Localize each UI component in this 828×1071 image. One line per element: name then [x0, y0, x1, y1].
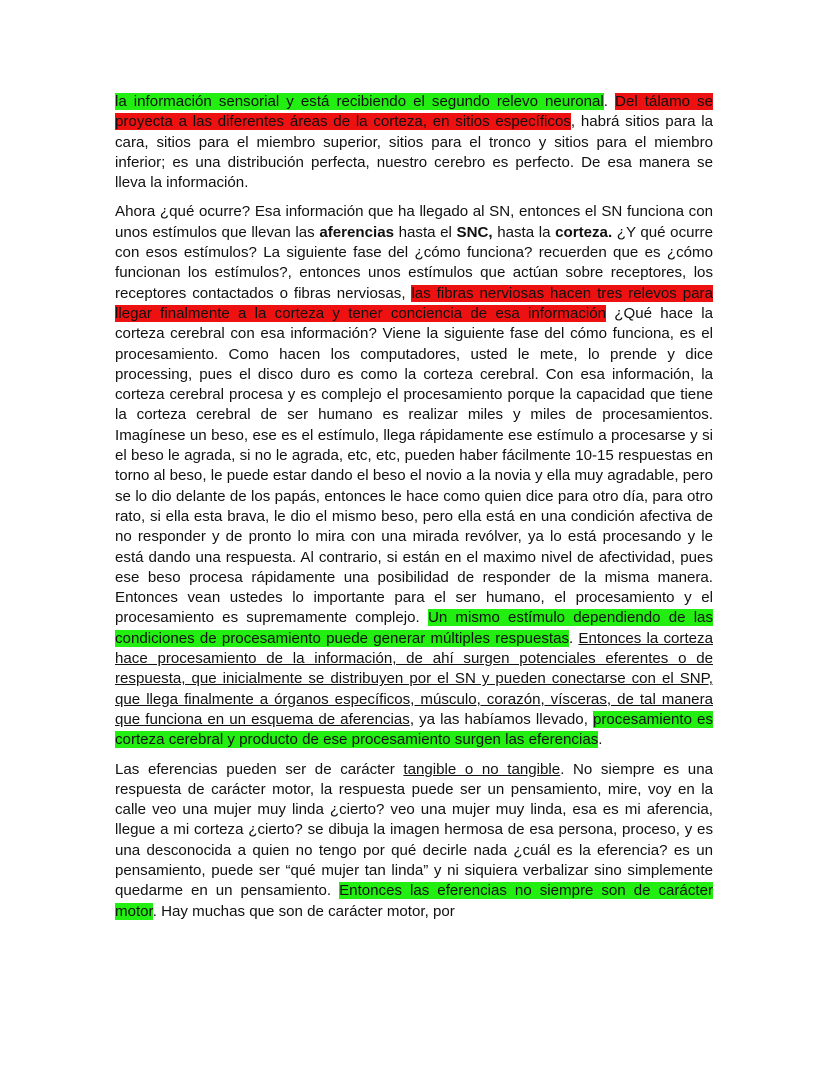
highlight-green: Un mismo estímulo dependiendo de las condiciones de procesamiento puede generar múltiples respuestas: [115, 609, 713, 647]
highlight-red: Del tálamo se proyecta a las diferentes áreas de la corteza, en sitios específicos: [115, 93, 714, 131]
text-run: Ahora ¿qué ocurre? Esa información que ha llegado al SN, entonces el SN funciona con unos estímulos que llevan las: [115, 203, 713, 241]
bold-term: corteza.: [555, 223, 613, 241]
text-run: .: [603, 93, 616, 110]
highlight-green: procesamiento es corteza cerebral y producto de ese procesamiento surgen las eferencias: [115, 710, 713, 749]
text-run: .: [569, 629, 579, 647]
text-run: , habrá sitios para la cara, sitios para el miembro superior, sitios para el tronco y sitios para el miembro inferior; es una distribución perfecta, nuestro cerebro es perfecto. De esa manera se lleva la información.: [115, 113, 713, 192]
text-run: Las eferencias pueden ser de carácter: [115, 760, 404, 778]
text-run: ¿Y qué ocurre con esos estímulos? La siguiente fase del ¿cómo funciona? recuerden que es ¿cómo funcionan los estímulos?, entonces unos estímulos que actúan sobre receptores, los receptores contactados o fibras nerviosas,: [115, 223, 713, 302]
highlight-red: las fibras nerviosas hacen tres relevos para llegar finalmente a la corteza y tener conciencia de esa información: [115, 284, 713, 322]
bold-term: aferencias: [319, 223, 394, 241]
bold-term: SNC,: [456, 223, 493, 241]
text-run: . Hay muchas que son de carácter motor, por: [152, 902, 455, 920]
document-page: [115, 92, 713, 931]
text-run: . No siempre es una respuesta de carácter motor, la respuesta puede ser un pensamiento, mire, voy en la calle veo una mujer muy linda ¿cierto? veo una mujer muy linda, esa es mi aferencia, llegue a mi corteza ¿cierto? se dibuja la imagen hermosa de esa persona, proceso, y es una desconocida a quien no tengo por qué decirle nada ¿cuál es la eferencia? es un pensamiento, puede ser “qué mujer tan linda” y ni siquiera verbalizar sino simplemente quedarme en un pensamiento.: [115, 760, 713, 900]
paragraph-2: [115, 202, 713, 750]
highlight-green: la información sensorial y está recibiendo el segundo relevo neuronal: [115, 93, 604, 110]
underlined-text: Entonces la corteza hace procesamiento de la información, de ahí surgen potenciales eferentes o de respuesta, que inicialmente se distribuyen por el SN y pueden conectarse con el SNP, que llega finalmente a órganos específicos, músculo, corazón, vísceras, de tal manera que funciona en un esquema de aferencias: [115, 629, 713, 728]
text-run: ¿Qué hace la corteza cerebral con esa información? Viene la siguiente fase del cómo funciona, es el procesamiento. Como hacen los computadores, usted le mete, lo prende y dice processing, pues el disco duro es como la corteza cerebral. Con esa información, la corteza cerebral procesa y es complejo el procesamiento porque la capacidad que tiene la corteza cerebral de ser humano es realizar miles y miles de procesamientos. Imagínese un beso, ese es el estímulo, llega rápidamente ese estímulo a procesarse y si el beso le agrada, si no le agrada, etc, etc, pueden haber fácilmente 10-15 respuestas en torno al beso, le puede estar dando el beso el novio a la novia y ella muy agradable, pero se lo dio delante de los papás, entonces le hace como quien dice para otro día, para otro rato, si ella esta brava, le dio el mismo beso, pero ella está en una condición afectiva de no responder y de pronto lo mira con una mirada revólver, ya lo está procesando y le está dando una respuesta. Al contrario, si están en el maximo nivel de afectividad, pues ese beso procesa rápidamente una posibilidad de responder de la misma manera. Entonces vean ustedes lo importante para el ser humano, el procesamiento y el procesamiento es supremamente complejo.: [115, 304, 714, 627]
paragraph-3: [115, 760, 713, 922]
text-run: .: [598, 731, 603, 749]
underlined-text: tangible o no tangible: [403, 760, 561, 778]
text-run: , ya las habíamos llevado,: [409, 710, 593, 728]
highlight-green: Entonces las eferencias no siempre son de carácter motor: [115, 882, 713, 920]
text-run: hasta el: [394, 223, 457, 241]
paragraph-1: [115, 92, 713, 193]
text-run: hasta la: [492, 223, 556, 241]
